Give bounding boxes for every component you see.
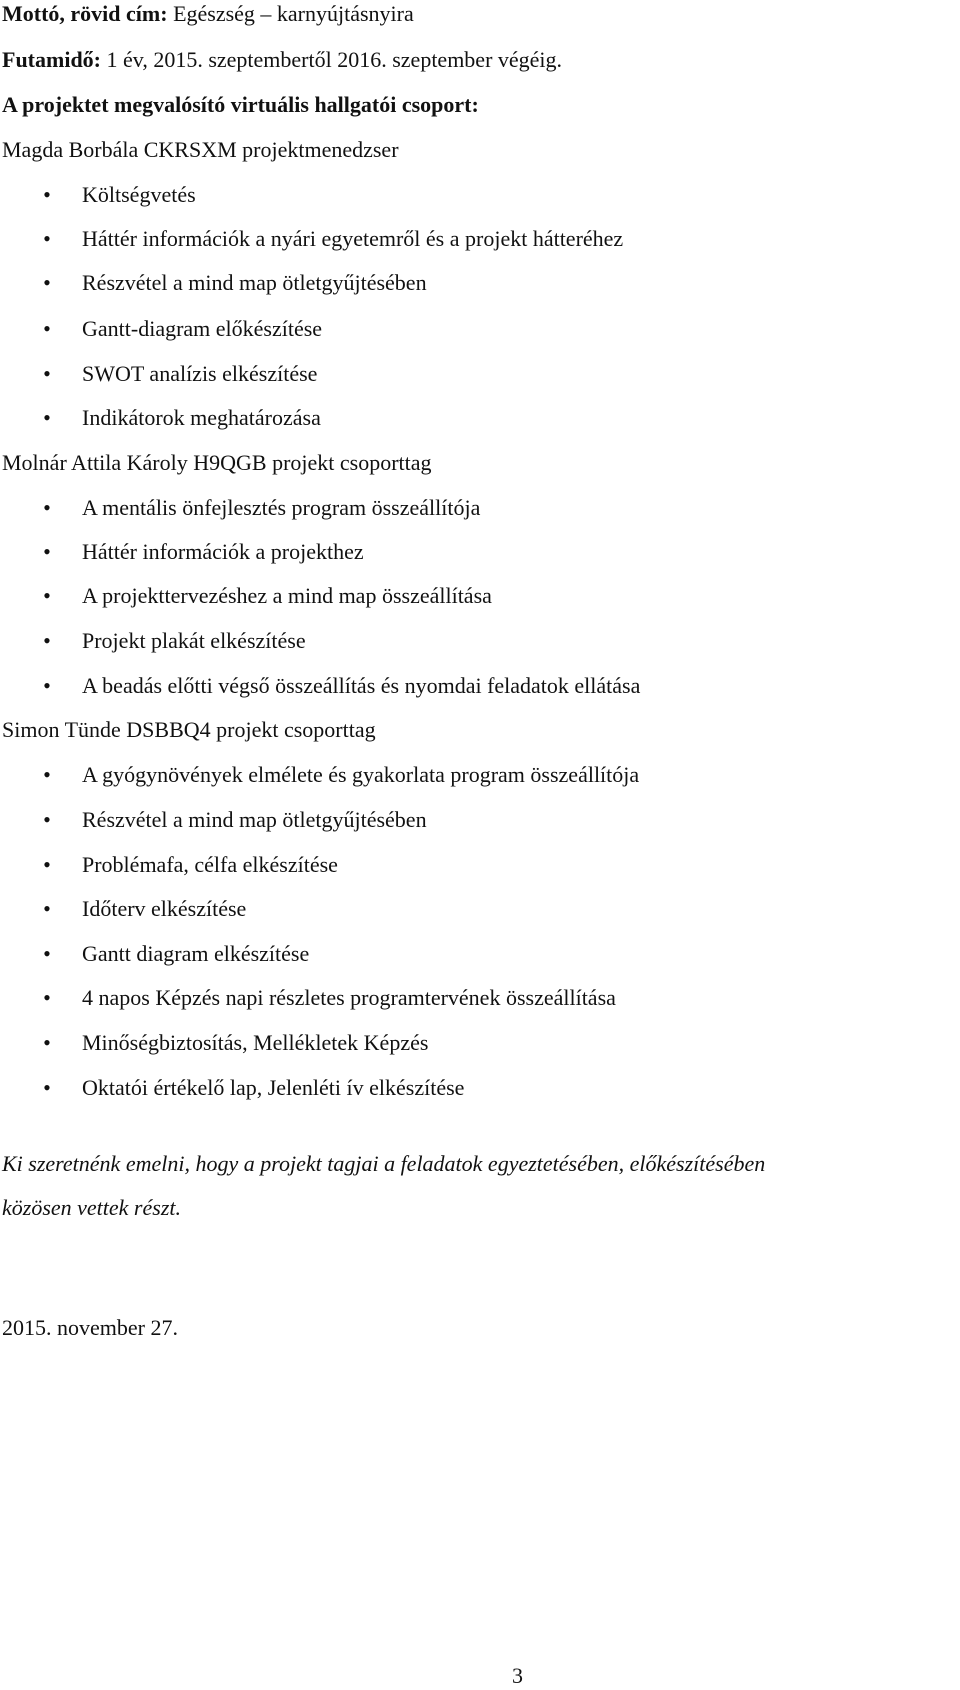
motto-value: Egészség – karnyújtásnyira (167, 1, 414, 26)
motto-label: Mottó, rövid cím: (2, 1, 168, 26)
bullet-icon: • (43, 985, 51, 1010)
bullet-icon: • (43, 405, 51, 430)
bullet-icon: • (43, 539, 51, 564)
bullet-icon: • (43, 807, 51, 832)
duration-label: Futamidő: (2, 47, 101, 72)
page-number: 3 (512, 1663, 523, 1688)
bullet-icon: • (43, 673, 51, 698)
duration-line (2, 46, 562, 74)
member-title: Molnár Attila Károly H9QGB projekt csoporttag (2, 450, 432, 475)
bullet-icon: • (43, 495, 51, 520)
closing-note-line2: közösen vettek részt. (2, 1195, 181, 1220)
closing-note-line1: Ki szeretnénk emelni, hogy a projekt tagjai a feladatok egyeztetésében, előkészítésében (2, 1151, 766, 1176)
bullet-icon: • (43, 361, 51, 386)
bullet-icon: • (43, 1030, 51, 1055)
group-heading: A projektet megvalósító virtuális hallgatói csoport: (2, 92, 479, 117)
document-date: 2015. november 27. (2, 1315, 178, 1340)
bullet-icon: • (43, 762, 51, 787)
bullet-icon: • (43, 852, 51, 877)
member-title: Magda Borbála CKRSXM projektmenedzser (2, 137, 399, 162)
bullet-icon: • (43, 316, 51, 341)
bullet-icon: • (43, 628, 51, 653)
duration-value: 1 év, 2015. szeptembertől 2016. szeptember végéig. (101, 47, 563, 72)
bullet-icon: • (43, 182, 51, 207)
bullet-icon: • (43, 896, 51, 921)
bullet-icon: • (43, 941, 51, 966)
member-title: Simon Tünde DSBBQ4 projekt csoporttag (2, 717, 376, 742)
bullet-icon: • (43, 583, 51, 608)
motto-line (2, 0, 414, 28)
bullet-icon: • (43, 270, 51, 295)
bullet-icon: • (43, 226, 51, 251)
bullet-icon: • (43, 1075, 51, 1100)
